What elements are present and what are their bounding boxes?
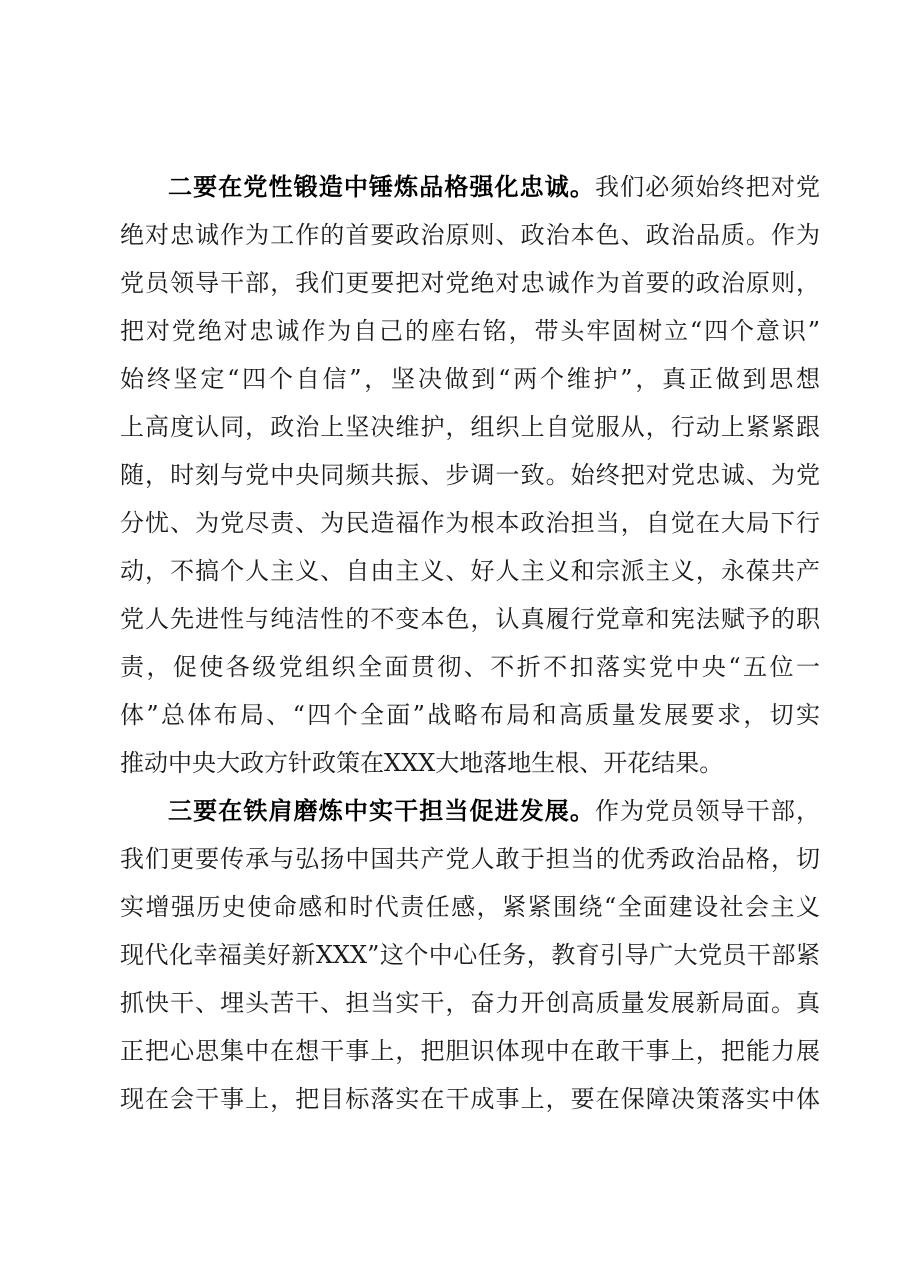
- paragraph-1-line: 党人先进性与纯洁性的不变本色，认真履行党章和宪法赋予的职: [120, 605, 820, 633]
- paragraph-1-line: 始终坚定“四个自信”，坚决做到“两个维护”，真正做到思想: [120, 365, 820, 393]
- paragraph-1-line: 上高度认同，政治上坚决维护，组织上自觉服从，行动上紧紧跟: [120, 413, 820, 441]
- paragraph-1-line: 体”总体布局、“四个全面”战略布局和高质量发展要求，切实: [120, 701, 820, 729]
- paragraph-1-line: 推动中央大政方针政策在XXX大地落地生根、开花结果。: [120, 749, 724, 777]
- paragraph-2-line: 实增强历史使命感和时代责任感，紧紧围绕“全面建设社会主义: [120, 893, 820, 921]
- paragraph-1-line: 把对党绝对忠诚作为自己的座右铭，带头牢固树立“四个意识”: [120, 317, 820, 345]
- paragraph-2-line: 现在会干事上，把目标落实在干成事上，要在保障决策落实中体: [120, 1085, 820, 1113]
- paragraph-1-line: 分忧、为党尽责、为民造福作为根本政治担当，自觉在大局下行: [120, 509, 820, 537]
- paragraph-2-line: 正把心思集中在想干事上，把胆识体现中在敢干事上，把能力展: [120, 1037, 820, 1065]
- paragraph-2-line: 抓快干、埋头苦干、担当实干，奋力开创高质量发展新局面。真: [120, 989, 820, 1017]
- paragraph-1-line: 责，促使各级党组织全面贯彻、不折不扣落实党中央“五位一: [120, 653, 820, 681]
- paragraph-2-heading: 三要在铁肩磨炼中实干担当促进发展。: [168, 797, 596, 825]
- paragraph-1-line: 党员领导干部，我们更要把对党绝对忠诚作为首要的政治原则，: [120, 269, 820, 297]
- paragraph-1-first-line: [168, 168, 820, 206]
- paragraph-2-line: 现代化幸福美好新XXX”这个中心任务，教育引导广大党员干部紧: [120, 941, 820, 969]
- paragraph-1-heading: 二要在党性锻造中锤炼品格强化忠诚。: [168, 173, 596, 201]
- paragraph-1-line: 随，时刻与党中央同频共振、步调一致。始终把对党忠诚、为党: [120, 461, 820, 489]
- paragraph-2-line: 我们更要传承与弘扬中国共产党人敢于担当的优秀政治品格，切: [120, 845, 820, 873]
- paragraph-1-first-line-text: 我们必须始终把对党: [595, 173, 821, 201]
- paragraph-1-line: 动，不搞个人主义、自由主义、好人主义和宗派主义，永葆共产: [120, 557, 820, 585]
- paragraph-2-first-line-text: 作为党员领导干部，: [595, 797, 821, 825]
- paragraph-1-line: 绝对忠诚作为工作的首要政治原则、政治本色、政治品质。作为: [120, 221, 820, 249]
- paragraph-2-first-line: [168, 792, 820, 830]
